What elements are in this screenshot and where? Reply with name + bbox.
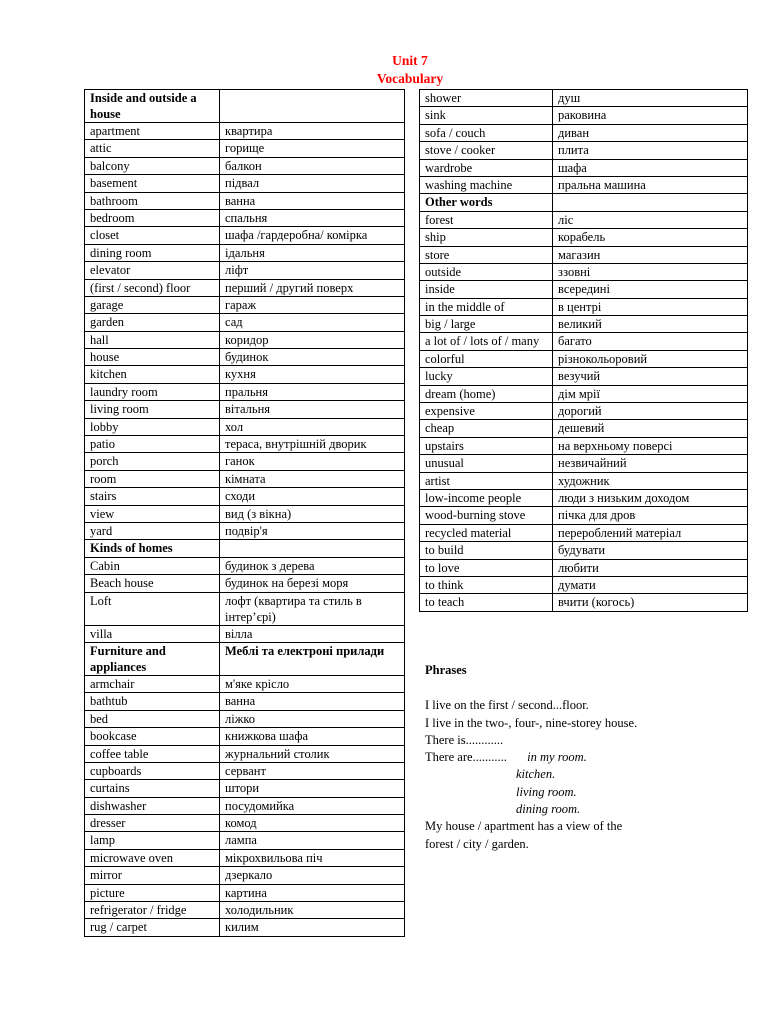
ukrainian-translation: Меблі та електроні прилади <box>220 642 405 675</box>
english-term: apartment <box>85 123 220 140</box>
vocab-row <box>85 745 405 762</box>
vocab-row <box>420 542 748 559</box>
ukrainian-translation: ззовні <box>553 263 748 280</box>
english-term: to think <box>420 576 553 593</box>
ukrainian-translation: килим <box>220 919 405 936</box>
english-term: villa <box>85 625 220 642</box>
phrase-italic: in my room. <box>527 750 587 765</box>
ukrainian-translation: пральня <box>220 383 405 400</box>
vocab-row <box>85 728 405 745</box>
vocab-row <box>85 366 405 383</box>
vocab-row <box>85 575 405 592</box>
vocab-row <box>420 229 748 246</box>
english-term: bathtub <box>85 693 220 710</box>
vocab-row <box>85 296 405 313</box>
english-term: unusual <box>420 455 553 472</box>
english-term: bookcase <box>85 728 220 745</box>
english-term: garden <box>85 314 220 331</box>
vocab-row <box>85 470 405 487</box>
phrase-text: There are........... <box>425 750 507 765</box>
ukrainian-translation: штори <box>220 780 405 797</box>
english-term: Cabin <box>85 557 220 574</box>
english-term: forest <box>420 211 553 228</box>
ukrainian-translation: лофт (квартира та стиль в інтер’єрі) <box>220 592 405 625</box>
ukrainian-translation: кухня <box>220 366 405 383</box>
ukrainian-translation: квартира <box>220 123 405 140</box>
ukrainian-translation: люди з низьким доходом <box>553 489 748 506</box>
english-term: Loft <box>85 592 220 625</box>
vocab-row <box>420 559 748 576</box>
english-term: Furniture and appliances <box>85 642 220 675</box>
ukrainian-translation: магазин <box>553 246 748 263</box>
vocab-row <box>85 902 405 919</box>
english-term: sink <box>420 107 553 124</box>
phrase-italic: living room. <box>516 784 577 799</box>
english-term: cheap <box>420 420 553 437</box>
english-term: stairs <box>85 488 220 505</box>
ukrainian-translation: дім мрії <box>553 385 748 402</box>
ukrainian-translation: ванна <box>220 693 405 710</box>
vocab-row <box>85 815 405 832</box>
english-term: balcony <box>85 157 220 174</box>
english-term: picture <box>85 884 220 901</box>
english-term: basement <box>85 175 220 192</box>
english-term: (first / second) floor <box>85 279 220 296</box>
phrase-italic: dining room. <box>516 802 581 817</box>
ukrainian-translation: вчити (когось) <box>553 594 748 611</box>
english-term: Other words <box>420 194 553 211</box>
ukrainian-translation: везучий <box>553 368 748 385</box>
ukrainian-translation: багато <box>553 333 748 350</box>
phrases-heading: Phrases <box>425 663 467 677</box>
ukrainian-translation: холодильник <box>220 902 405 919</box>
english-term: Kinds of homes <box>85 540 220 557</box>
english-term: coffee table <box>85 745 220 762</box>
english-term: big / large <box>420 316 553 333</box>
ukrainian-translation: хол <box>220 418 405 435</box>
vocab-row <box>85 675 405 692</box>
ukrainian-translation: дорогий <box>553 403 748 420</box>
english-term: bedroom <box>85 209 220 226</box>
ukrainian-translation: корабель <box>553 229 748 246</box>
english-term: expensive <box>420 403 553 420</box>
section-heading-row <box>85 540 405 557</box>
vocab-row <box>85 710 405 727</box>
vocab-row <box>85 279 405 296</box>
english-term: yard <box>85 522 220 539</box>
vocab-row <box>420 472 748 489</box>
english-term: closet <box>85 227 220 244</box>
vocab-row <box>420 246 748 263</box>
vocab-row <box>85 140 405 157</box>
english-term: lobby <box>85 418 220 435</box>
english-term: store <box>420 246 553 263</box>
vocab-row <box>420 437 748 454</box>
english-term: kitchen <box>85 366 220 383</box>
vocab-row <box>420 211 748 228</box>
ukrainian-translation: книжкова шафа <box>220 728 405 745</box>
english-term: inside <box>420 281 553 298</box>
phrase-line: There is............ <box>425 732 504 747</box>
vocab-row <box>420 507 748 524</box>
vocab-row <box>85 331 405 348</box>
english-term: ship <box>420 229 553 246</box>
vocab-row <box>420 333 748 350</box>
english-term: to teach <box>420 594 553 611</box>
english-term: dishwasher <box>85 797 220 814</box>
ukrainian-translation: пічка для дров <box>553 507 748 524</box>
ukrainian-translation: кімната <box>220 470 405 487</box>
vocab-row <box>420 107 748 124</box>
ukrainian-translation: вид (з вікна) <box>220 505 405 522</box>
vocab-row <box>85 123 405 140</box>
ukrainian-translation: вілла <box>220 625 405 642</box>
vocab-row <box>85 867 405 884</box>
ukrainian-translation: сервант <box>220 762 405 779</box>
ukrainian-translation: лампа <box>220 832 405 849</box>
english-term: wood-burning stove <box>420 507 553 524</box>
ukrainian-translation: гараж <box>220 296 405 313</box>
vocabulary-table-left <box>84 89 405 937</box>
ukrainian-translation: м'яке крісло <box>220 675 405 692</box>
vocab-row <box>420 403 748 420</box>
ukrainian-translation <box>220 540 405 557</box>
english-term: artist <box>420 472 553 489</box>
ukrainian-translation: ванна <box>220 192 405 209</box>
english-term: armchair <box>85 675 220 692</box>
ukrainian-translation: незвичайний <box>553 455 748 472</box>
vocab-row <box>85 209 405 226</box>
vocab-row <box>420 263 748 280</box>
english-term: to build <box>420 542 553 559</box>
vocab-row <box>85 244 405 261</box>
english-term: dream (home) <box>420 385 553 402</box>
english-term: dining room <box>85 244 220 261</box>
ukrainian-translation: дешевий <box>553 420 748 437</box>
english-term: mirror <box>85 867 220 884</box>
english-term: Beach house <box>85 575 220 592</box>
ukrainian-translation: сад <box>220 314 405 331</box>
vocab-row <box>420 316 748 333</box>
english-term: stove / cooker <box>420 142 553 159</box>
vocab-row <box>85 157 405 174</box>
english-term: rug / carpet <box>85 919 220 936</box>
english-term: laundry room <box>85 383 220 400</box>
vocab-row <box>420 124 748 141</box>
ukrainian-translation: раковина <box>553 107 748 124</box>
english-term: a lot of / lots of / many <box>420 333 553 350</box>
vocab-row <box>85 453 405 470</box>
vocab-row <box>420 176 748 193</box>
vocab-row <box>85 175 405 192</box>
english-term: patio <box>85 436 220 453</box>
english-term: dresser <box>85 815 220 832</box>
vocab-row <box>85 349 405 366</box>
vocab-row <box>85 849 405 866</box>
vocab-row <box>85 884 405 901</box>
ukrainian-translation: посудомийка <box>220 797 405 814</box>
vocab-row <box>420 298 748 315</box>
vocab-row <box>85 780 405 797</box>
ukrainian-translation: думати <box>553 576 748 593</box>
vocab-row <box>85 227 405 244</box>
vocab-row <box>420 489 748 506</box>
ukrainian-translation: пральна машина <box>553 176 748 193</box>
ukrainian-translation: будувати <box>553 542 748 559</box>
vocab-row <box>420 281 748 298</box>
vocabulary-title: Vocabulary <box>376 71 444 86</box>
english-term: room <box>85 470 220 487</box>
english-term: in the middle of <box>420 298 553 315</box>
english-term: elevator <box>85 262 220 279</box>
ukrainian-translation: перший / другий поверх <box>220 279 405 296</box>
vocab-row <box>85 832 405 849</box>
ukrainian-translation: подвір'я <box>220 522 405 539</box>
ukrainian-translation: ідальня <box>220 244 405 261</box>
ukrainian-translation: картина <box>220 884 405 901</box>
ukrainian-translation: ліс <box>553 211 748 228</box>
english-term: porch <box>85 453 220 470</box>
vocab-row <box>420 385 748 402</box>
phrase-line <box>425 766 745 783</box>
vocab-row <box>420 142 748 159</box>
phrase-line: forest / city / garden. <box>425 836 529 851</box>
vocab-row <box>85 418 405 435</box>
vocab-row <box>420 159 748 176</box>
english-term: refrigerator / fridge <box>85 902 220 919</box>
english-term: washing machine <box>420 176 553 193</box>
english-term: hall <box>85 331 220 348</box>
ukrainian-translation: перероблений матеріал <box>553 524 748 541</box>
ukrainian-translation: будинок <box>220 349 405 366</box>
ukrainian-translation: на верхньому поверсі <box>553 437 748 454</box>
ukrainian-translation: великий <box>553 316 748 333</box>
english-term: garage <box>85 296 220 313</box>
vocab-row <box>420 576 748 593</box>
vocab-row <box>85 314 405 331</box>
phrase-line: I live in the two-, four-, nine-storey house. <box>425 715 638 730</box>
vocab-row <box>85 762 405 779</box>
vocab-row <box>420 455 748 472</box>
ukrainian-translation: балкон <box>220 157 405 174</box>
english-term: sofa / couch <box>420 124 553 141</box>
english-term: upstairs <box>420 437 553 454</box>
vocab-row <box>420 420 748 437</box>
ukrainian-translation: шафа /гардеробна/ комірка <box>220 227 405 244</box>
phrase-line <box>425 801 745 818</box>
vocab-row <box>85 383 405 400</box>
ukrainian-translation: спальня <box>220 209 405 226</box>
vocab-row <box>85 919 405 936</box>
phrases-section <box>425 662 745 853</box>
unit-title: Unit 7 <box>392 53 428 68</box>
english-term: curtains <box>85 780 220 797</box>
ukrainian-translation: будинок на березі моря <box>220 575 405 592</box>
ukrainian-translation: дзеркало <box>220 867 405 884</box>
vocab-row <box>85 488 405 505</box>
english-term: view <box>85 505 220 522</box>
vocab-row <box>420 594 748 611</box>
ukrainian-translation: коридор <box>220 331 405 348</box>
vocab-row <box>420 524 748 541</box>
ukrainian-translation: художник <box>553 472 748 489</box>
ukrainian-translation: ганок <box>220 453 405 470</box>
ukrainian-translation: в центрі <box>553 298 748 315</box>
english-term: house <box>85 349 220 366</box>
english-term: outside <box>420 263 553 280</box>
ukrainian-translation: різнокольоровий <box>553 350 748 367</box>
vocab-row <box>85 401 405 418</box>
english-term: living room <box>85 401 220 418</box>
vocab-row <box>85 192 405 209</box>
vocab-row <box>85 625 405 642</box>
vocab-row <box>85 436 405 453</box>
vocab-row <box>85 505 405 522</box>
ukrainian-translation: підвал <box>220 175 405 192</box>
ukrainian-translation: ліфт <box>220 262 405 279</box>
vocab-row <box>85 592 405 625</box>
english-term: Inside and outside a house <box>85 90 220 123</box>
vocab-row <box>420 368 748 385</box>
ukrainian-translation: душ <box>553 90 748 107</box>
phrase-italic: kitchen. <box>516 767 556 782</box>
ukrainian-translation: вітальня <box>220 401 405 418</box>
english-term: microwave oven <box>85 849 220 866</box>
phrase-line: My house / apartment has a view of the <box>425 819 623 834</box>
section-heading-row <box>85 642 405 675</box>
ukrainian-translation: шафа <box>553 159 748 176</box>
english-term: recycled material <box>420 524 553 541</box>
english-term: colorful <box>420 350 553 367</box>
english-term: shower <box>420 90 553 107</box>
ukrainian-translation: комод <box>220 815 405 832</box>
ukrainian-translation: мікрохвильова піч <box>220 849 405 866</box>
vocab-row <box>85 262 405 279</box>
ukrainian-translation: любити <box>553 559 748 576</box>
english-term: to love <box>420 559 553 576</box>
english-term: cupboards <box>85 762 220 779</box>
phrase-line: I live on the first / second...floor. <box>425 698 589 713</box>
ukrainian-translation: горище <box>220 140 405 157</box>
ukrainian-translation: сходи <box>220 488 405 505</box>
ukrainian-translation: всередині <box>553 281 748 298</box>
english-term: bathroom <box>85 192 220 209</box>
phrase-line <box>425 749 745 766</box>
english-term: low-income people <box>420 489 553 506</box>
vocabulary-table-right <box>419 89 748 612</box>
ukrainian-translation: журнальний столик <box>220 745 405 762</box>
vocab-row <box>85 557 405 574</box>
ukrainian-translation: ліжко <box>220 710 405 727</box>
section-heading-row <box>420 194 748 211</box>
ukrainian-translation: диван <box>553 124 748 141</box>
vocab-row <box>420 90 748 107</box>
vocab-row <box>85 693 405 710</box>
ukrainian-translation: плита <box>553 142 748 159</box>
english-term: bed <box>85 710 220 727</box>
vocab-row <box>85 522 405 539</box>
english-term: lucky <box>420 368 553 385</box>
phrase-line <box>425 784 745 801</box>
english-term: wardrobe <box>420 159 553 176</box>
english-term: lamp <box>85 832 220 849</box>
vocab-row <box>420 350 748 367</box>
vocab-row <box>85 797 405 814</box>
ukrainian-translation: тераса, внутрішній дворик <box>220 436 405 453</box>
ukrainian-translation <box>220 90 405 123</box>
ukrainian-translation: будинок з дерева <box>220 557 405 574</box>
english-term: attic <box>85 140 220 157</box>
ukrainian-translation <box>553 194 748 211</box>
section-heading-row <box>85 90 405 123</box>
